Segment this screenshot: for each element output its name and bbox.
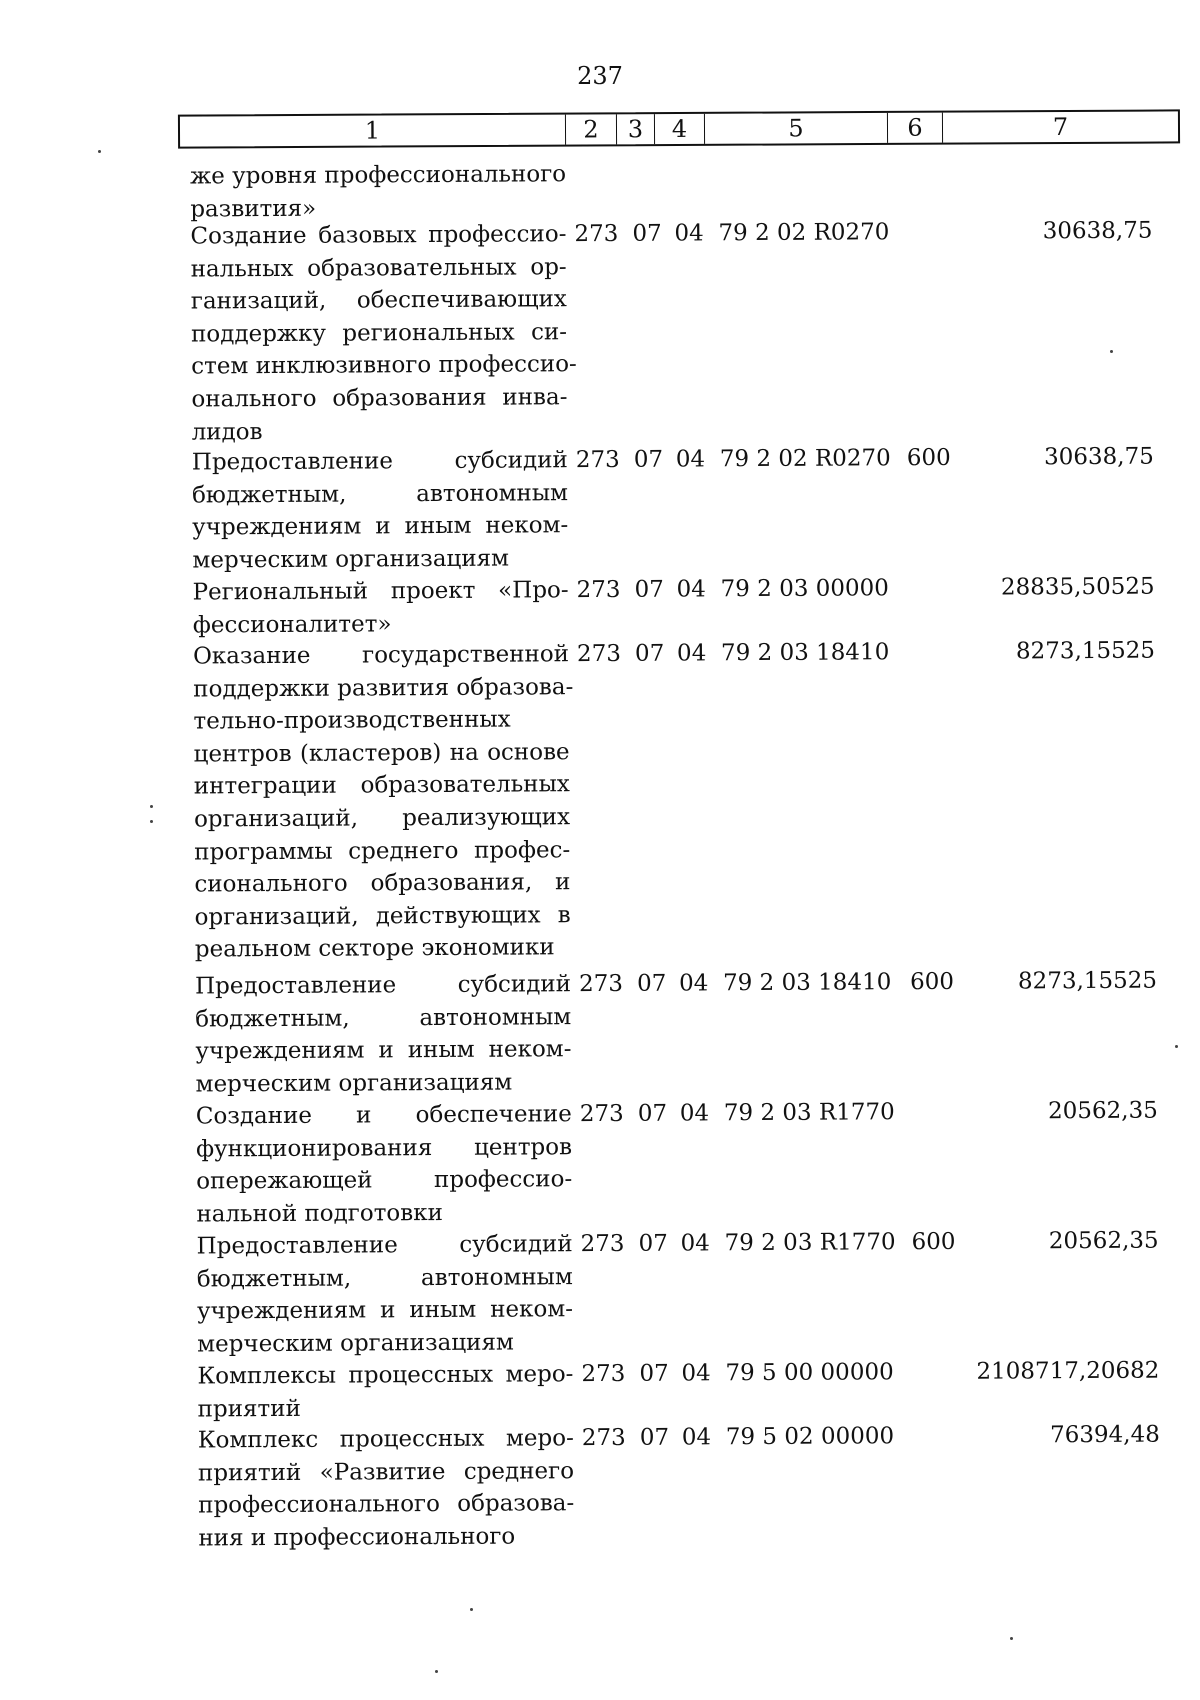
row-description	[193, 574, 569, 641]
col-expense-type: 600	[911, 1228, 956, 1256]
col-ministry-code: 273	[581, 1424, 626, 1452]
description-line: функционирования центров	[195, 1133, 573, 1163]
header-col-2: 2	[566, 114, 617, 144]
col-section-code: 07	[636, 970, 667, 997]
description-line: ганизаций, обеспечивающих	[190, 286, 567, 315]
description-line: приятий «Развитие среднего	[197, 1457, 575, 1487]
description-line: ния и профессионального	[198, 1523, 516, 1552]
col-target-article: 79 2 03 18410	[720, 639, 890, 667]
scan-speck	[98, 150, 101, 153]
page-number: 237	[577, 62, 623, 90]
col-ministry-code: 273	[575, 446, 620, 474]
description-line: мерческим организациям	[197, 1329, 514, 1358]
col-ministry-code: 273	[578, 970, 624, 998]
description-line: программы среднего профес-	[194, 836, 571, 866]
row-description	[196, 1098, 573, 1231]
description-line: Предоставление субсидий	[196, 1231, 573, 1260]
description-line: Региональный проект «Про-	[192, 577, 569, 606]
description-line: тельно-производственных	[193, 706, 511, 735]
scan-speck	[470, 1608, 473, 1611]
description-line: Комплекс процессных меро-	[197, 1425, 574, 1454]
col-amount: 8273,15525	[1015, 637, 1156, 665]
description-line: развития»	[190, 195, 317, 223]
col-amount: 28835,50525	[1000, 573, 1155, 601]
header-col-7: 7	[1052, 112, 1069, 142]
col-target-article: 79 5 02 00000	[725, 1423, 895, 1451]
scan-speck	[1010, 1637, 1013, 1640]
col-amount: 76394,48	[1049, 1421, 1160, 1449]
description-line: учреждениям и иным неком-	[195, 1036, 572, 1065]
description-line: Оказание государственной	[192, 641, 570, 670]
header-col-4: 4	[655, 114, 705, 144]
row-description	[195, 968, 572, 1101]
description-line: Предоставление субсидий	[191, 447, 568, 476]
header-col-3: 3	[617, 114, 655, 144]
description-line: приятий	[197, 1395, 301, 1423]
description-line: мерческим организациям	[195, 1069, 513, 1098]
description-line: нальной подготовки	[196, 1199, 443, 1228]
description-line: Создание базовых профессио-	[190, 221, 567, 250]
description-line: нальных образовательных ор-	[190, 253, 567, 283]
description-line: опережающей профессио-	[196, 1166, 573, 1195]
col-target-article: 79 2 02 R0270	[719, 445, 891, 473]
row-description	[190, 158, 566, 225]
col-expense-type: 600	[906, 444, 951, 472]
col-subsection-code: 04	[674, 220, 704, 247]
description-line: поддержку региональных си-	[190, 318, 568, 348]
description-line: организаций, реализующих	[193, 804, 571, 833]
header-col-5: 5	[705, 113, 888, 144]
col-section-code: 07	[634, 640, 665, 667]
col-amount: 20562,35	[1048, 1227, 1159, 1255]
description-line: организаций, действующих в	[194, 901, 571, 931]
col-subsection-code: 04	[678, 970, 709, 997]
col-ministry-code: 273	[576, 640, 622, 668]
col-target-article: 79 2 03 R1770	[724, 1229, 896, 1257]
description-line: мерческим организациям	[192, 545, 510, 574]
col-ministry-code: 273	[576, 576, 621, 604]
col-subsection-code: 04	[676, 576, 706, 603]
row-description	[197, 1358, 573, 1425]
col-section-code: 07	[639, 1424, 670, 1451]
col-section-code: 07	[637, 1100, 668, 1127]
row-description	[197, 1228, 574, 1361]
description-line: профессионального образова-	[198, 1490, 575, 1519]
description-line: Комплексы процессных меро-	[197, 1361, 574, 1390]
col-amount: 30638,75	[1043, 443, 1154, 471]
row-description	[192, 444, 569, 577]
description-line: фессионалитет»	[192, 610, 392, 639]
description-line: бюджетным, автономным	[195, 1003, 572, 1033]
col-subsection-code: 04	[680, 1230, 710, 1257]
scan-speck	[435, 1670, 438, 1673]
col-amount: 2108717,20682	[976, 1357, 1160, 1385]
col-section-code: 07	[634, 576, 664, 603]
scan-speck	[1110, 350, 1113, 353]
col-section-code: 07	[632, 220, 662, 247]
description-line: бюджетным, автономным	[196, 1263, 573, 1293]
col-ministry-code: 273	[574, 220, 619, 248]
col-amount: 30638,75	[1042, 217, 1153, 245]
description-line: поддержки развития образова-	[193, 673, 574, 703]
col-section-code: 07	[633, 446, 664, 473]
col-subsection-code: 04	[681, 1424, 712, 1451]
description-line: центров (кластеров) на основе	[193, 738, 570, 768]
col-subsection-code: 04	[681, 1360, 711, 1387]
col-amount: 8273,15525	[1017, 967, 1158, 995]
col-subsection-code: 04	[676, 640, 707, 667]
scan-speck	[1175, 1045, 1178, 1048]
table-row	[190, 154, 1190, 223]
col-ministry-code: 273	[579, 1100, 624, 1128]
description-line: онального образования инва-	[191, 384, 568, 413]
col-subsection-code: 04	[675, 446, 706, 473]
description-line: Предоставление субсидий	[194, 971, 572, 1000]
col-amount: 20562,35	[1047, 1097, 1158, 1125]
description-line: интеграции образовательных	[193, 771, 570, 800]
col-expense-type: 600	[909, 968, 955, 996]
description-line: учреждениям и иным неком-	[192, 512, 569, 541]
scan-speck	[150, 820, 153, 823]
description-line: реальном секторе экономики	[194, 934, 555, 963]
col-target-article: 79 2 03 R1770	[723, 1099, 895, 1127]
col-subsection-code: 04	[679, 1100, 710, 1127]
description-line: бюджетным, автономным	[191, 479, 569, 509]
description-line: лидов	[191, 418, 263, 446]
description-line: стем инклюзивного профессио-	[191, 351, 577, 380]
scan-speck	[150, 805, 153, 808]
description-line: же уровня профессионального	[190, 161, 567, 190]
col-ministry-code: 273	[581, 1360, 626, 1388]
row-description	[192, 638, 574, 966]
description-line: учреждениям и иным неком-	[196, 1296, 574, 1325]
header-col-1: 1	[180, 115, 566, 147]
col-ministry-code: 273	[580, 1230, 625, 1258]
row-description	[190, 218, 577, 448]
description-line: Создание и обеспечение	[195, 1101, 572, 1130]
col-target-article: 79 2 03 00000	[720, 575, 889, 603]
col-target-article: 79 2 02 R0270	[718, 219, 890, 247]
col-section-code: 07	[639, 1360, 669, 1387]
description-line: сионального образования, и	[194, 869, 571, 898]
col-section-code: 07	[638, 1230, 668, 1257]
header-col-6: 6	[888, 113, 943, 143]
col-target-article: 79 5 00 00000	[725, 1359, 894, 1387]
row-description	[198, 1422, 575, 1555]
col-target-article: 79 2 03 18410	[722, 969, 892, 997]
